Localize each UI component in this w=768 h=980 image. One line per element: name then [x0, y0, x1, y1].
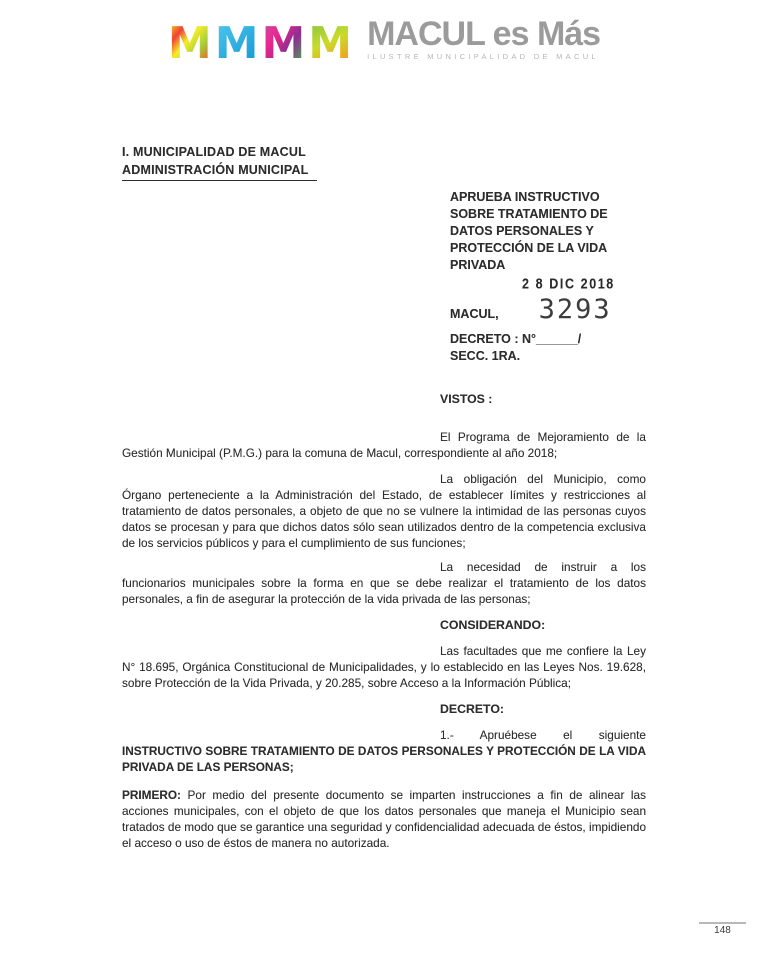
decree-number-line: DECRETO : N°______/: [450, 332, 582, 346]
logo-text-block: [367, 15, 601, 62]
vistos-paragraph-1: El Programa de Mejoramiento de la Gestión Municipal (P.M.G.) para la comuna de Macul, correspondiente al año 2018;: [122, 430, 646, 460]
primero-label: PRIMERO:: [122, 788, 181, 802]
macul-logo: [0, 15, 768, 69]
city-row: [450, 294, 646, 325]
logo-m4-icon: M: [308, 18, 353, 69]
letterhead: [122, 143, 646, 181]
city-label: MACUL,: [450, 307, 499, 321]
logo-m2-icon: M: [214, 18, 259, 69]
page-number: 148: [699, 922, 746, 936]
decreto-item-prefix: 1.- Apruébese el siguiente: [440, 728, 646, 742]
subject-line: PROTECCIÓN DE LA VIDA: [450, 241, 608, 255]
document-body: [122, 143, 646, 851]
decreto-heading: DECRETO:: [440, 702, 504, 716]
date-stamp: 2 8 DIC 2018: [522, 275, 615, 292]
decreto-item: [122, 727, 646, 775]
decree-number-stamp: 3293: [538, 294, 612, 325]
primero-paragraph: [122, 787, 646, 851]
logo-m3-icon: M: [261, 18, 306, 69]
primero-text: Por medio del presente documento se imparten instrucciones a fin de alinear las acciones municipales, con el objeto de que los datos personales que maneja el Municipio sean tratados de modo que se garantice una seguridad y confidencialidad adecuada de éstos, impidiendo el acceso o uso de éstos de manera no autorizada.: [122, 788, 647, 850]
subject-line: SOBRE TRATAMIENTO DE: [450, 207, 608, 221]
reference-block: [450, 189, 646, 365]
logo-m-letters: [167, 18, 353, 69]
decreto-item-title: INSTRUCTIVO SOBRE TRATAMIENTO DE DATOS PERSONALES Y PROTECCIÓN DE LA VIDA PRIVADA DE LAS PERSONAS;: [122, 744, 646, 774]
vistos-paragraph-2: La obligación del Municipio, como Órgano perteneciente a la Administración del Estado, de establecer límites y restricciones al tratamiento de datos personales, a objeto de que no se vulnere la intimidad de las personas cuyos datos se procesan y para que dichos datos sólo sean utilizados dentro de la competencia exclusiva de los servicios públicos y para el cumplimiento de sus funciones;: [122, 472, 646, 550]
logo-brand-text: MACUL es Más: [367, 15, 601, 53]
considerando-heading: CONSIDERANDO:: [440, 618, 546, 632]
subject-line: APRUEBA INSTRUCTIVO: [450, 190, 600, 204]
logo-m1-icon: M: [167, 18, 212, 69]
logo-tagline: ILUSTRE MUNICIPALIDAD DE MACUL: [367, 52, 599, 61]
subject-line: PRIVADA: [450, 258, 506, 272]
letterhead-line-1: I. MUNICIPALIDAD DE MACUL: [122, 145, 306, 159]
vistos-heading: VISTOS :: [440, 392, 493, 406]
vistos-paragraph-3: La necesidad de instruir a los funcionarios municipales sobre la forma en que se debe realizar el tratamiento de los datos personales, a fin de asegurar la protección de la vida privada de las personas;: [122, 560, 646, 606]
section-line: SECC. 1RA.: [450, 349, 521, 363]
letterhead-line-2: ADMINISTRACIÓN MUNICIPAL: [122, 161, 646, 181]
considerando-paragraph: Las facultades que me confiere la Ley N° 18.695, Orgánica Constitucional de Municipalidades, y lo establecido en las Leyes Nos. 19.628, sobre Protección de la Vida Privada, y 20.285, sobre Acceso a la Información Pública;: [122, 644, 646, 690]
subject-line: DATOS PERSONALES Y: [450, 224, 594, 238]
